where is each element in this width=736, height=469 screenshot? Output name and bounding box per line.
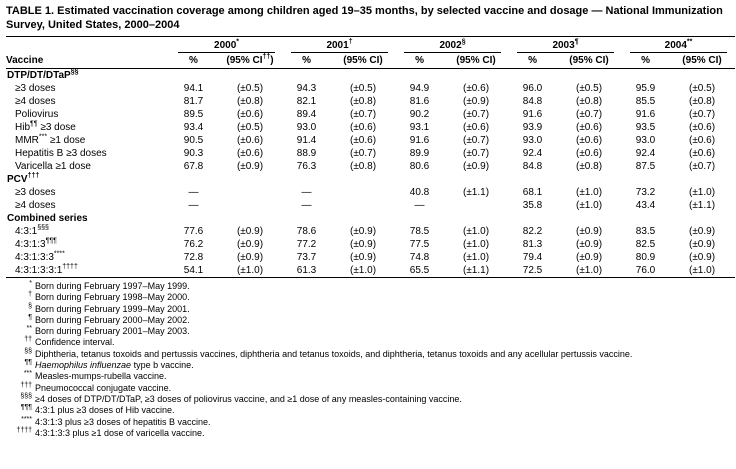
subheader-cell: (95% CI) <box>443 53 509 69</box>
percent-cell: 94.3 <box>296 83 317 94</box>
ci-cell: (±1.0) <box>349 265 377 276</box>
percent-cell: 82.2 <box>522 226 543 237</box>
footnote-item <box>6 326 730 337</box>
percent-cell: 93.9 <box>522 122 543 133</box>
percent-cell: 92.4 <box>522 148 543 159</box>
ci-cell: (±0.6) <box>236 135 264 146</box>
vaccine-label-cell: Hepatitis B ≥3 doses <box>15 148 107 159</box>
footnote-item <box>6 304 730 315</box>
year-column-header <box>283 37 396 54</box>
table-body <box>6 69 735 278</box>
percent-cell: 54.1 <box>183 265 204 276</box>
ci-cell <box>330 186 396 199</box>
footnote-marker: †††† <box>16 426 32 434</box>
ci-cell <box>443 199 509 212</box>
ci-cell: (±1.0) <box>236 265 264 276</box>
ci-cell: (±0.6) <box>236 109 264 120</box>
subheader-cell: (95% CI) <box>556 53 622 69</box>
table-number: TABLE 1. <box>6 5 55 17</box>
table-row <box>6 225 735 238</box>
percent-cell: 93.4 <box>183 122 204 133</box>
vaccine-label-cell: Hib¶¶ ≥3 dose <box>15 120 76 133</box>
footnote-marker: § <box>28 302 32 310</box>
ci-cell: (±0.8) <box>349 96 377 107</box>
year-underline: 2000* <box>178 40 275 53</box>
section-header-row <box>6 69 735 83</box>
vaccine-label-cell: Poliovirus <box>15 109 59 120</box>
footnote-item <box>6 292 730 303</box>
vaccine-label-cell: 4:3:1§§§ <box>15 224 49 237</box>
footnote-item <box>6 394 730 405</box>
footnote-text: Pneumococcal conjugate vaccine. <box>35 382 172 393</box>
ci-cell: (±0.9) <box>349 239 377 250</box>
percent-cell: 91.4 <box>296 135 317 146</box>
ci-cell: (±0.7) <box>462 148 490 159</box>
footnote-marker: ††† <box>20 381 32 389</box>
percent-cell: 89.9 <box>409 148 430 159</box>
vaccine-label-cell: ≥3 doses <box>15 83 56 94</box>
ci-cell: (±0.9) <box>349 252 377 263</box>
ci-cell: (±0.5) <box>349 83 377 94</box>
footnote-item <box>6 281 730 292</box>
percent-cell: 90.3 <box>183 148 204 159</box>
ci-cell: (±0.8) <box>236 96 264 107</box>
footnote-text: 4:3:1:3 plus ≥3 doses of hepatitis B vaccine. <box>35 416 211 427</box>
footnote-text: Born during February 1998–May 2000. <box>35 292 190 303</box>
section-header-cell: Combined series <box>7 213 88 224</box>
footnote-item <box>6 349 730 360</box>
percent-cell: 43.4 <box>635 200 656 211</box>
ci-cell: (±0.6) <box>349 135 377 146</box>
percent-cell: 87.5 <box>635 161 656 172</box>
ci-cell <box>330 199 396 212</box>
percent-cell: 61.3 <box>296 265 317 276</box>
ci-cell: (±0.6) <box>575 135 603 146</box>
percent-cell: — <box>301 187 312 198</box>
footnote-item <box>6 417 730 428</box>
vaccine-label-cell: 4:3:1:3:3**** <box>15 250 65 263</box>
subheader-cell: % <box>509 53 556 69</box>
ci-cell: (±0.9) <box>688 252 716 263</box>
ci-cell: (±0.9) <box>688 239 716 250</box>
ci-cell: (±0.7) <box>688 161 716 172</box>
percent-cell: 93.1 <box>409 122 430 133</box>
table-row <box>6 186 735 199</box>
section-header-row <box>6 212 735 225</box>
ci-cell: (±0.9) <box>236 252 264 263</box>
footnote-text: Measles-mumps-rubella vaccine. <box>35 371 167 382</box>
ci-cell: (±0.7) <box>349 148 377 159</box>
footnote-marker: ¶¶ <box>24 359 32 367</box>
ci-cell: (±0.8) <box>349 161 377 172</box>
percent-cell: 83.5 <box>635 226 656 237</box>
footnote-text: ≥4 doses of DTP/DT/DTaP, ≥3 doses of poliovirus vaccine, and ≥1 dose of any measles-containing vaccine. <box>35 393 462 404</box>
ci-cell: (±0.8) <box>575 96 603 107</box>
percent-cell: 92.4 <box>635 148 656 159</box>
footnote-text: Born during February 1997–May 1999. <box>35 281 190 291</box>
ci-cell: (±0.9) <box>462 161 490 172</box>
subheader-row <box>6 53 735 69</box>
ci-cell: (±1.0) <box>688 187 716 198</box>
percent-cell: 68.1 <box>522 187 543 198</box>
percent-cell: 89.4 <box>296 109 317 120</box>
percent-cell: 93.0 <box>522 135 543 146</box>
percent-cell: 95.9 <box>635 83 656 94</box>
vaccine-label-cell: 4:3:1:3:3:1†††† <box>15 263 78 276</box>
percent-cell: 93.0 <box>296 122 317 133</box>
percent-cell: 96.0 <box>522 83 543 94</box>
table-title <box>6 5 730 32</box>
ci-cell <box>217 199 283 212</box>
footnote-item <box>6 315 730 326</box>
footnote-item <box>6 428 730 439</box>
percent-cell: 77.2 <box>296 239 317 250</box>
footnote-text: 4:3:1:3:3 plus ≥1 dose of varicella vaccine. <box>35 427 205 438</box>
footnote-marker: * <box>29 280 32 287</box>
percent-cell: 88.9 <box>296 148 317 159</box>
percent-cell: 82.1 <box>296 96 317 107</box>
percent-cell: 77.6 <box>183 226 204 237</box>
percent-cell: — <box>301 200 312 211</box>
ci-cell: (±0.9) <box>688 226 716 237</box>
year-underline: 2001† <box>291 40 388 53</box>
percent-cell: 72.8 <box>183 252 204 263</box>
percent-cell: 73.2 <box>635 187 656 198</box>
percent-cell: 77.5 <box>409 239 430 250</box>
footnote-item <box>6 360 730 371</box>
ci-cell: (±0.6) <box>575 122 603 133</box>
year-underline: 2004** <box>630 40 727 53</box>
footnote-text: Haemophilus influenzae type b vaccine. <box>35 360 194 371</box>
ci-cell: (±0.9) <box>236 226 264 237</box>
ci-cell: (±1.0) <box>575 187 603 198</box>
footnote-item <box>6 405 730 416</box>
subheader-cell: (95% CI) <box>669 53 735 69</box>
table-row <box>6 134 735 147</box>
ci-cell: (±0.5) <box>688 83 716 94</box>
percent-cell: 94.1 <box>183 83 204 94</box>
percent-cell: 84.8 <box>522 161 543 172</box>
percent-cell: 79.4 <box>522 252 543 263</box>
ci-cell: (±0.9) <box>349 226 377 237</box>
footnotes <box>6 281 730 439</box>
vaccine-label-cell: 4:3:1:3¶¶¶ <box>15 237 57 250</box>
ci-cell: (±1.1) <box>462 187 490 198</box>
ci-cell: (±0.6) <box>349 122 377 133</box>
year-column-header <box>170 37 283 54</box>
ci-cell: (±0.5) <box>236 83 264 94</box>
percent-cell: 80.6 <box>409 161 430 172</box>
section-header-row <box>6 173 735 186</box>
percent-cell: 93.0 <box>635 135 656 146</box>
percent-cell: 90.5 <box>183 135 204 146</box>
percent-cell: 82.5 <box>635 239 656 250</box>
ci-cell: (±0.8) <box>688 96 716 107</box>
percent-cell: 40.8 <box>409 187 430 198</box>
ci-cell: (±1.0) <box>575 200 603 211</box>
table-row <box>6 95 735 108</box>
vaccine-label-cell: ≥4 doses <box>15 96 56 107</box>
footnote-text: 4:3:1 plus ≥3 doses of Hib vaccine. <box>35 405 175 416</box>
footnote-marker: ¶ <box>28 313 32 321</box>
ci-cell: (±0.7) <box>349 109 377 120</box>
ci-cell: (±1.1) <box>462 265 490 276</box>
ci-cell: (±0.6) <box>688 135 716 146</box>
percent-cell: — <box>414 200 425 211</box>
ci-cell: (±0.6) <box>462 122 490 133</box>
percent-cell: — <box>188 200 199 211</box>
year-underline: 2003¶ <box>517 40 614 53</box>
subheader-cell: % <box>170 53 217 69</box>
table-row <box>6 160 735 173</box>
ci-cell: (±0.8) <box>575 161 603 172</box>
ci-cell: (±0.7) <box>688 109 716 120</box>
table-row <box>6 199 735 212</box>
ci-cell: (±0.9) <box>462 96 490 107</box>
ci-cell: (±0.7) <box>462 135 490 146</box>
percent-cell: 78.6 <box>296 226 317 237</box>
percent-cell: 73.7 <box>296 252 317 263</box>
footnote-text: Born during February 1999–May 2001. <box>35 303 190 314</box>
percent-cell: 81.6 <box>409 96 430 107</box>
ci-cell: (±0.6) <box>688 122 716 133</box>
percent-cell: 91.6 <box>409 135 430 146</box>
subheader-cell: (95% CI) <box>330 53 396 69</box>
section-header-cell: DTP/DT/DTaP§§ <box>7 68 79 81</box>
vaccine-label-cell: ≥4 doses <box>15 200 56 211</box>
year-header-row <box>6 37 735 54</box>
ci-cell: (±1.0) <box>462 252 490 263</box>
vaccine-label-cell: MMR*** ≥1 dose <box>15 133 86 146</box>
ci-cell: (±0.7) <box>575 109 603 120</box>
footnote-text: Born during February 2001–May 2003. <box>35 326 190 337</box>
ci-cell: (±0.6) <box>462 83 490 94</box>
percent-cell: 65.5 <box>409 265 430 276</box>
vaccine-column-header: Vaccine <box>6 53 170 69</box>
footnote-text: Born during February 2000–May 2002. <box>35 314 190 325</box>
subheader-cell: % <box>622 53 669 69</box>
footnote-item <box>6 383 730 394</box>
footnote-marker: †† <box>24 336 32 344</box>
ci-cell: (±0.9) <box>575 226 603 237</box>
vaccine-label-cell: Varicella ≥1 dose <box>15 161 91 172</box>
percent-cell: — <box>188 187 199 198</box>
table-row <box>6 121 735 134</box>
coverage-table <box>6 36 735 278</box>
footnote-text: Confidence interval. <box>35 337 115 348</box>
table-row <box>6 251 735 264</box>
percent-cell: 85.5 <box>635 96 656 107</box>
footnote-marker: ¶¶¶ <box>20 404 32 412</box>
subheader-cell: % <box>396 53 443 69</box>
subheader-cell: (95% CI††) <box>217 53 283 69</box>
ci-cell: (±0.6) <box>688 148 716 159</box>
year-column-header <box>509 37 622 54</box>
footnote-text: Diphtheria, tetanus toxoids and pertussis vaccines, diphtheria and tetanus toxoids, and diphtheria, tetanus toxoids and any acellular pertussis vaccine. <box>35 348 633 359</box>
percent-cell: 81.7 <box>183 96 204 107</box>
percent-cell: 93.5 <box>635 122 656 133</box>
section-header-cell: PCV††† <box>7 172 40 185</box>
subheader-cell: % <box>283 53 330 69</box>
percent-cell: 91.6 <box>522 109 543 120</box>
ci-cell <box>217 186 283 199</box>
percent-cell: 35.8 <box>522 200 543 211</box>
ci-cell: (±1.0) <box>575 265 603 276</box>
ci-cell: (±1.0) <box>462 226 490 237</box>
table-row <box>6 238 735 251</box>
percent-cell: 76.2 <box>183 239 204 250</box>
footnote-marker: §§ <box>24 347 32 355</box>
year-column-header <box>622 37 735 54</box>
percent-cell: 74.8 <box>409 252 430 263</box>
percent-cell: 89.5 <box>183 109 204 120</box>
percent-cell: 72.5 <box>522 265 543 276</box>
corner-cell <box>6 37 170 54</box>
ci-cell: (±0.7) <box>462 109 490 120</box>
percent-cell: 76.3 <box>296 161 317 172</box>
ci-cell: (±0.5) <box>236 122 264 133</box>
ci-cell: (±0.9) <box>236 161 264 172</box>
ci-cell: (±0.5) <box>575 83 603 94</box>
ci-cell: (±0.6) <box>575 148 603 159</box>
percent-cell: 90.2 <box>409 109 430 120</box>
table-head <box>6 37 735 69</box>
percent-cell: 94.9 <box>409 83 430 94</box>
year-underline: 2002§ <box>404 40 501 53</box>
footnote-marker: † <box>28 291 32 299</box>
percent-cell: 67.8 <box>183 161 204 172</box>
footnote-item <box>6 371 730 382</box>
footnote-marker: §§§ <box>20 392 32 400</box>
ci-cell: (±0.9) <box>236 239 264 250</box>
footnote-item <box>6 337 730 348</box>
percent-cell: 91.6 <box>635 109 656 120</box>
percent-cell: 76.0 <box>635 265 656 276</box>
ci-cell: (±1.0) <box>688 265 716 276</box>
percent-cell: 78.5 <box>409 226 430 237</box>
ci-cell: (±1.0) <box>462 239 490 250</box>
ci-cell: (±0.9) <box>575 239 603 250</box>
table-row <box>6 108 735 121</box>
table-title-text: Estimated vaccination coverage among children aged 19–35 months, by selected vaccine and dosage — National Immunization Survey, United States, 2000–2004 <box>6 5 723 31</box>
ci-cell: (±0.6) <box>236 148 264 159</box>
percent-cell: 84.8 <box>522 96 543 107</box>
ci-cell: (±0.9) <box>575 252 603 263</box>
year-column-header <box>396 37 509 54</box>
percent-cell: 81.3 <box>522 239 543 250</box>
vaccine-label-cell: ≥3 doses <box>15 187 56 198</box>
table-row <box>6 264 735 278</box>
footnote-marker: *** <box>23 370 32 378</box>
ci-cell: (±1.1) <box>688 200 716 211</box>
table-row <box>6 147 735 160</box>
percent-cell: 80.9 <box>635 252 656 263</box>
table-row <box>6 82 735 95</box>
footnote-marker: **** <box>21 415 32 423</box>
footnote-marker: ** <box>26 325 32 333</box>
